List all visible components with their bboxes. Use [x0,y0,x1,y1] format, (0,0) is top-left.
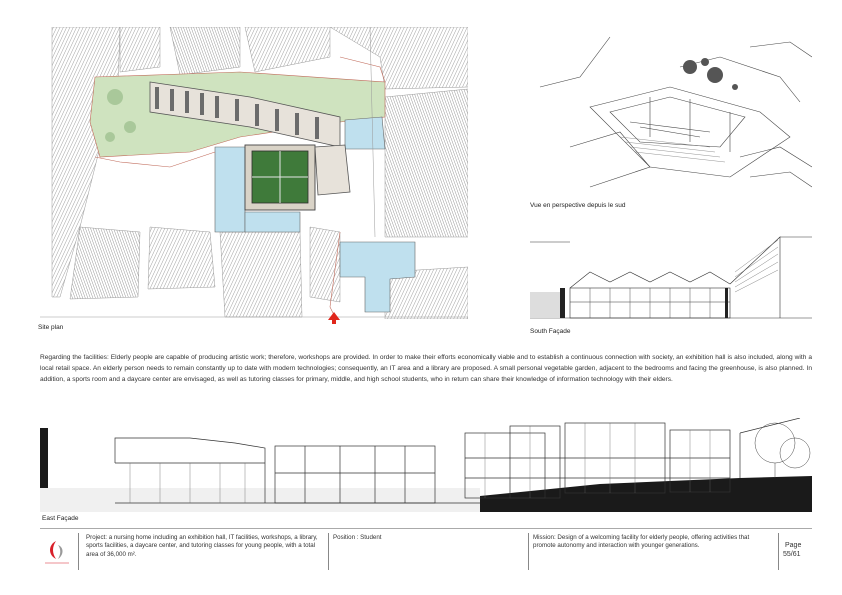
site-plan-caption: Site plan [38,324,64,331]
page-number: 55/61 [783,551,801,558]
project-description: Project: a nursing home including an exhibition hall, IT facilities, workshops, a library, sports facilities, a daycare center, and tutoring classes for young people, with a total area of 36,000 m². [86,534,318,558]
site-plan-svg [40,27,468,319]
logo-icon [42,537,72,567]
east-facade-drawing [40,418,812,512]
north-arrow-stem [332,319,336,324]
footer-divider-4 [778,533,779,570]
facilities-description: Regarding the facilities: Elderly people are capable of producing artistic work; therefore, workshops are provided. In order to make their efforts economically viable and to establish a continuous connection with society, an exhibition hall is also included, along with a local retail space. An elderly person needs to remain constantly up to date with modern technologies; consequently, an IT area and a library are proposed. A small personal vegetable garden, adjacent to the bedrooms and facing the greenhouse, is also planned. In addition, a sports room and a daycare center are envisaged, as well as tutoring classes for primary, middle, and high school students, who in return can share their knowledge of information technology with their elders. [40,354,812,384]
south-facade-svg [530,232,812,322]
south-facade-caption: South Façade [530,328,571,335]
south-facade-drawing [530,232,812,322]
east-facade-svg [40,418,812,512]
footer-top-rule [40,528,812,529]
site-plan-drawing [40,27,468,319]
footer-divider-2 [328,533,329,570]
perspective-drawing [530,27,812,200]
east-facade-caption: East Façade [42,515,79,522]
company-logo [42,537,72,567]
footer-divider-1 [78,533,79,570]
page-label: Page [785,542,802,549]
perspective-svg [530,27,812,200]
mission-description: Mission: Design of a welcoming facility for elderly people, offering activities that promote autonomy and interaction with younger generations. [533,534,750,550]
footer-divider-3 [528,533,529,570]
perspective-caption: Vue en perspective depuis le sud [530,202,626,209]
position-label: Position : Student [333,534,382,541]
